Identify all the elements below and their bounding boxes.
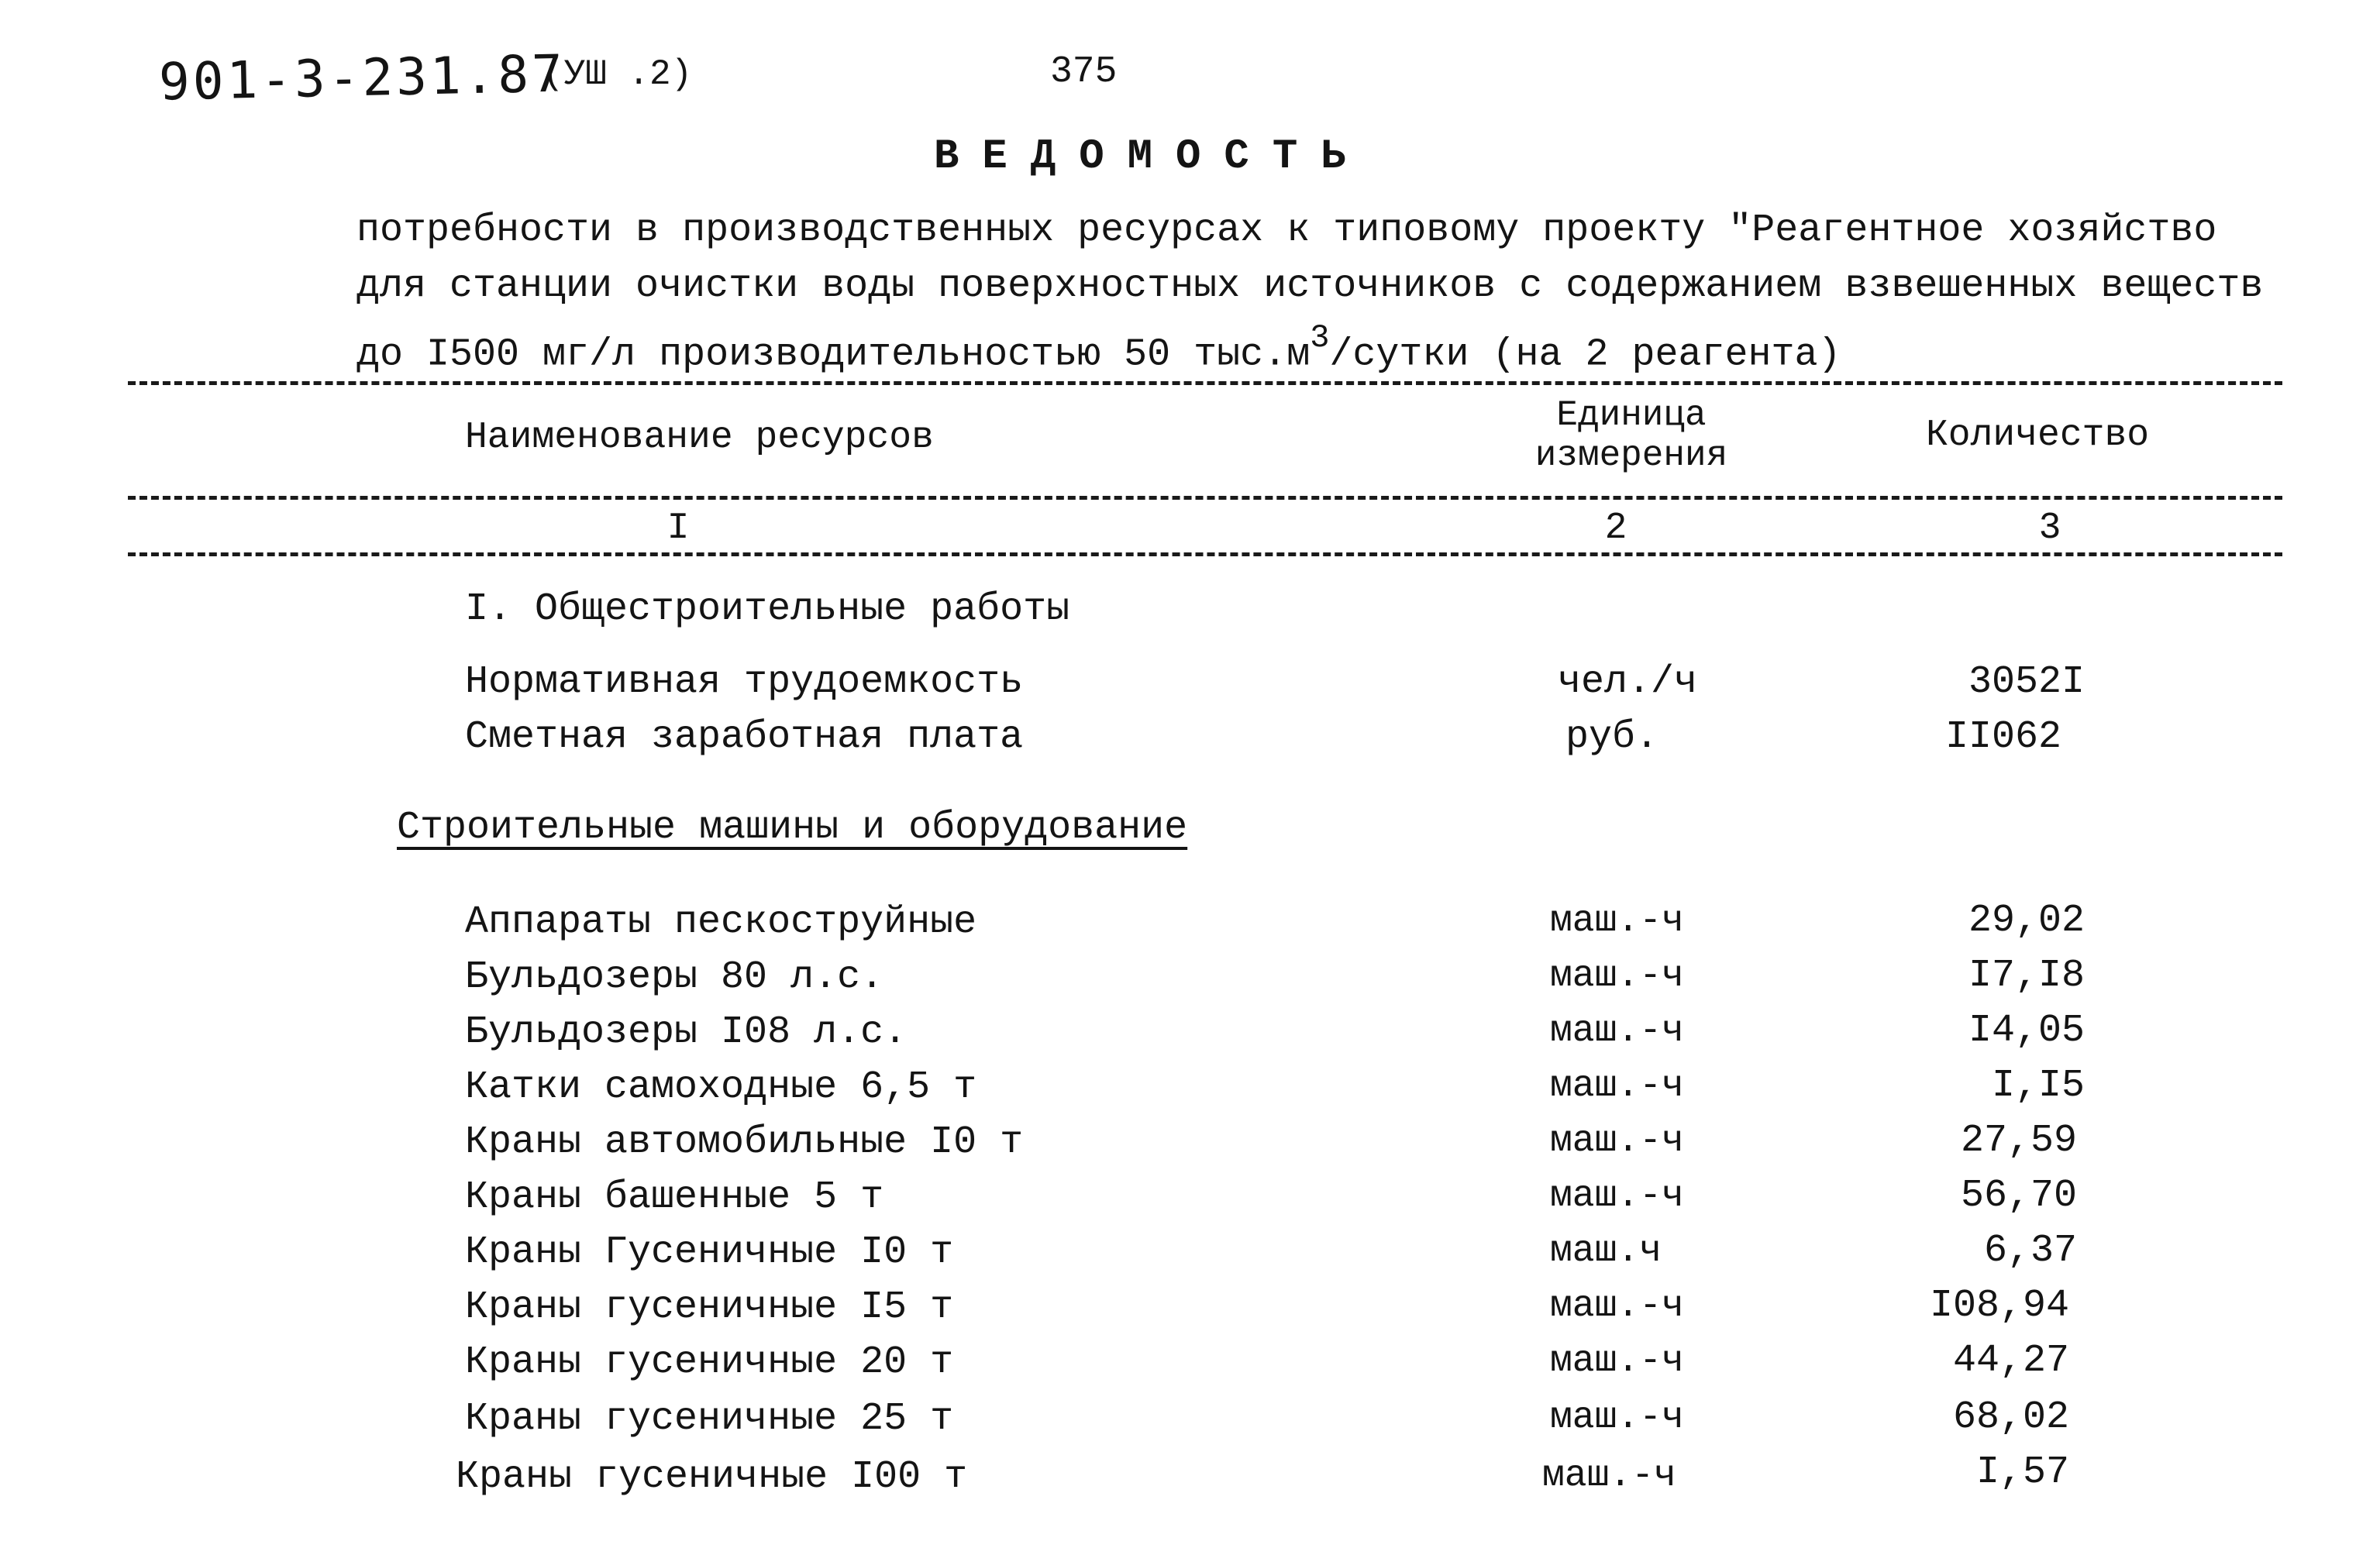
machine-row-unit: маш.-ч bbox=[1550, 1175, 1684, 1217]
machine-row-name: Бульдозеры I08 л.с. bbox=[465, 1010, 908, 1054]
machine-row-unit: маш.ч bbox=[1550, 1230, 1662, 1272]
machine-row-qty: 29,02 bbox=[1968, 899, 2085, 943]
labor-row-qty: II062 bbox=[1944, 715, 2061, 759]
intro-line-2: для станции очистки воды поверхностных источников с содержанием взвешенных веществ bbox=[356, 264, 2264, 308]
machine-row-qty: I,57 bbox=[1975, 1450, 2069, 1495]
machine-row-unit: маш.-ч bbox=[1550, 1120, 1684, 1162]
machine-row-name: Аппараты пескоструйные bbox=[465, 900, 977, 944]
machine-row-name: Бульдозеры 80 л.с. bbox=[465, 955, 884, 999]
machine-row-qty: 56,70 bbox=[1960, 1174, 2077, 1218]
document-title: ВЕДОМОСТЬ bbox=[934, 133, 1369, 181]
machine-row-unit: маш.-ч bbox=[1550, 1340, 1684, 1382]
labor-row-name: Сметная заработная плата bbox=[465, 715, 1024, 759]
header-unit-line1: Единица bbox=[1556, 395, 1707, 435]
subsection-title: Строительные машины и оборудование bbox=[397, 806, 1188, 850]
intro-line-3-text: до I500 мг/л производительностью 50 тыс.м bbox=[356, 332, 1311, 377]
machine-row-name: Краны башенные 5 т bbox=[465, 1175, 884, 1220]
album-label: (УШ .2) bbox=[542, 54, 693, 95]
header-quantity: Количество bbox=[1926, 415, 2150, 456]
document-code: 901-3-231.87 bbox=[158, 43, 567, 112]
table-top-rule bbox=[128, 381, 2282, 385]
machine-row-unit: маш.-ч bbox=[1550, 955, 1684, 997]
column-number-2: 2 bbox=[1604, 507, 1627, 549]
header-name: Наименование ресурсов bbox=[465, 417, 934, 459]
machine-row-name: Краны гусеничные I5 т bbox=[465, 1285, 954, 1330]
machine-row-qty: I08,94 bbox=[1929, 1284, 2069, 1328]
machine-row-qty: I4,05 bbox=[1968, 1009, 2085, 1053]
header-unit-line2: измерения bbox=[1534, 435, 1728, 476]
intro-paragraph bbox=[356, 203, 2263, 384]
column-number-1: I bbox=[666, 507, 690, 549]
machine-row-name: Краны автомобильные I0 т bbox=[465, 1120, 1024, 1165]
intro-superscript: 3 bbox=[1310, 319, 1330, 356]
intro-line-3-tail: /сутки (на 2 реагента) bbox=[1329, 332, 1841, 377]
machine-row-name: Катки самоходные 6,5 т bbox=[465, 1065, 977, 1109]
machine-row-name: Краны гусеничные 20 т bbox=[465, 1340, 954, 1385]
labor-row-name: Нормативная трудоемкость bbox=[465, 660, 1024, 704]
machine-row-unit: маш.-ч bbox=[1550, 1010, 1684, 1052]
labor-row-qty: 3052I bbox=[1968, 660, 2085, 704]
intro-line-3 bbox=[356, 315, 2263, 384]
table-numbers-rule bbox=[128, 552, 2282, 556]
table-header-rule bbox=[128, 496, 2282, 500]
machine-row-name: Краны гусеничные I00 т bbox=[456, 1455, 968, 1499]
section-title: I. Общестроительные работы bbox=[465, 587, 1070, 631]
machine-row-qty: 6,37 bbox=[1983, 1229, 2077, 1273]
machine-row-qty: I7,I8 bbox=[1968, 954, 2085, 998]
page-number: 375 bbox=[1050, 51, 1118, 93]
machine-row-unit: маш.-ч bbox=[1550, 1065, 1684, 1107]
labor-row-unit: чел./ч bbox=[1558, 660, 1698, 704]
machine-row-unit: маш.-ч bbox=[1550, 1397, 1684, 1439]
machine-row-qty: I,I5 bbox=[1991, 1064, 2085, 1108]
header-unit bbox=[1503, 395, 1759, 476]
column-number-3: 3 bbox=[2038, 507, 2061, 549]
machine-row-unit: маш.-ч bbox=[1550, 900, 1684, 942]
machine-row-qty: 44,27 bbox=[1952, 1339, 2069, 1383]
machine-row-name: Краны гусеничные 25 т bbox=[465, 1397, 954, 1441]
machine-row-unit: маш.-ч bbox=[1550, 1285, 1684, 1327]
machine-row-qty: 68,02 bbox=[1952, 1395, 2069, 1440]
intro-line-1: потребности в производственных ресурсах к типовому проекту "Реагентное хозяйство bbox=[356, 208, 2217, 253]
machine-row-name: Краны Гусеничные I0 т bbox=[465, 1230, 954, 1275]
machine-row-qty: 27,59 bbox=[1960, 1119, 2077, 1163]
machine-row-unit: маш.-ч bbox=[1542, 1455, 1676, 1497]
labor-row-unit: руб. bbox=[1565, 715, 1659, 759]
